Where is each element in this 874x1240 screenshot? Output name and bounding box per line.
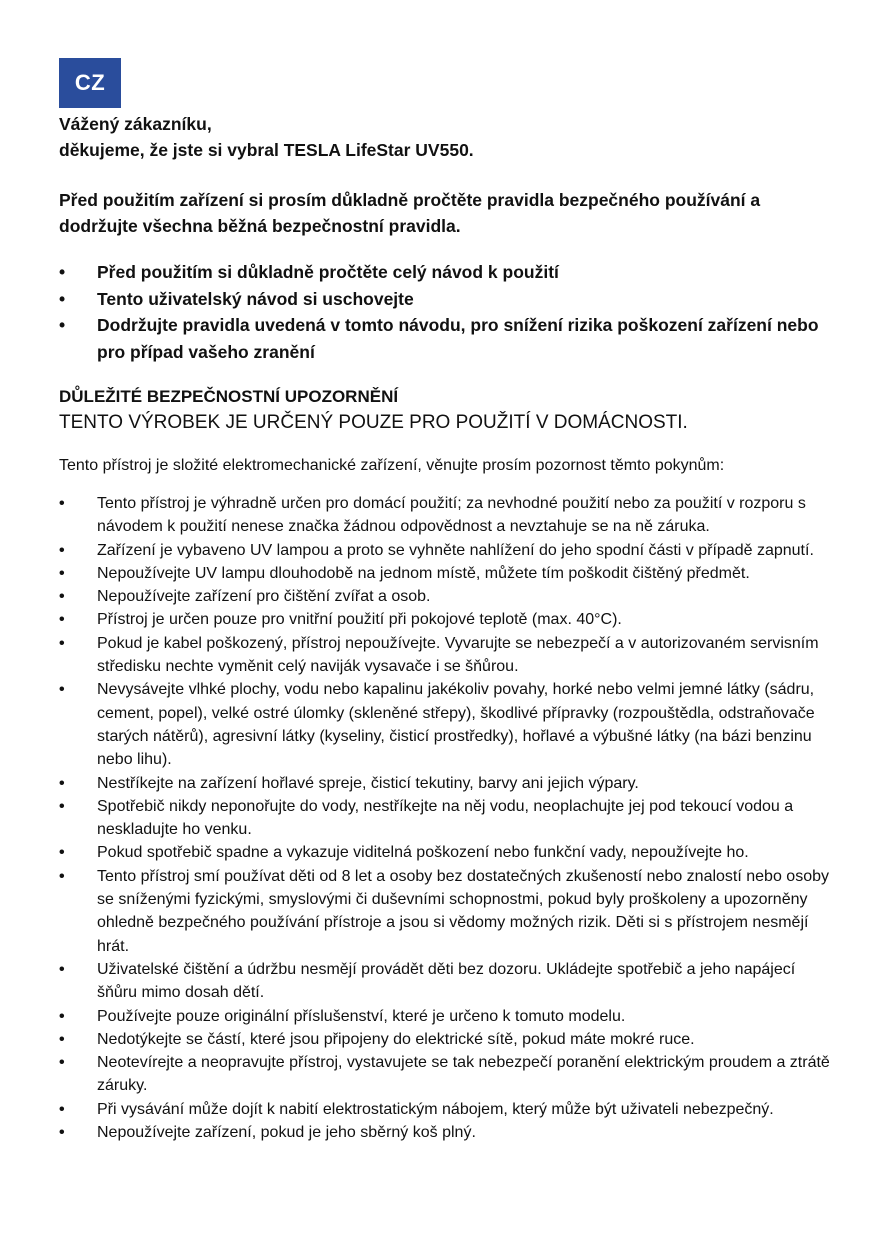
list-item: • Nepoužívejte UV lampu dlouhodobě na jednom místě, můžete tím poškodit čištěný předmět.: [59, 562, 839, 585]
greeting-salutation: Vážený zákazníku,: [59, 114, 212, 134]
list-item: • Uživatelské čištění a údržbu nesmějí provádět děti bez dozoru. Ukládejte spotřebič a jeho napájecí šňůru mimo dosah dětí.: [59, 958, 839, 1005]
list-item: • Pokud spotřebič spadne a vykazuje viditelná poškození nebo funkční vady, nepoužívejte ho.: [59, 841, 839, 864]
list-item: • Před použitím si důkladně pročtěte celý návod k použití: [59, 259, 839, 286]
safety-lead: Tento přístroj je složité elektromechanické zařízení, věnujte prosím pozornost těmto pokynům:: [59, 457, 725, 474]
household-use-notice: TENTO VÝROBEK JE URČENÝ POUZE PRO POUŽITÍ V DOMÁCNOSTI.: [59, 412, 688, 433]
list-item: • Tento přístroj je výhradně určen pro domácí použití; za nevhodné použití nebo za použití v rozporu s návodem k použití nenese značka žádnou odpovědnost a nevztahuje se na ně záruka.: [59, 492, 839, 539]
list-item: • Tento přístroj smí používat děti od 8 let a osoby bez dostatečných zkušeností nebo znalostí nebo osoby se sníženými fyzickými, smyslovými či duševními schopnostmi, pokud byly proškoleny a upozorněny ohledně bezpečného používání přístroje a jsou si vědomy možných rizik. Děti si s přístrojem nesmějí hrát.: [59, 865, 839, 958]
intro-paragraph: Před použitím zařízení si prosím důkladně pročtěte pravidla bezpečného používání a dodržujte všechna běžná bezpečnostní pravidla.: [59, 190, 761, 236]
list-item: • Spotřebič nikdy neponořujte do vody, nestříkejte na něj vodu, neoplachujte jej pod tekoucí vodou a neskladujte ho venku.: [59, 795, 839, 842]
greeting: [59, 111, 474, 163]
safety-heading: DŮLEŽITÉ BEZPEČNOSTNÍ UPOZORNĚNÍ: [59, 387, 399, 406]
list-item: • Neotevírejte a neopravujte přístroj, vystavujete se tak nebezpečí poranění elektrickým proudem a ztrátě záruky.: [59, 1051, 839, 1098]
list-item: • Pokud je kabel poškozený, přístroj nepoužívejte. Vyvarujte se nebezpečí a v autorizovaném servisním středisku nechte vyměnit celý naviják vysavače i se šňůrou.: [59, 632, 839, 679]
list-item: • Nestříkejte na zařízení hořlavé spreje, čisticí tekutiny, barvy ani jejich výpary.: [59, 772, 839, 795]
greeting-thanks: děkujeme, že jste si vybral TESLA LifeStar UV550.: [59, 140, 474, 160]
list-item: • Používejte pouze originální příslušenství, které je určeno k tomuto modelu.: [59, 1005, 839, 1028]
list-item: • Přístroj je určen pouze pro vnitřní použití při pokojové teplotě (max. 40°C).: [59, 608, 839, 631]
list-item: • Nepoužívejte zařízení, pokud je jeho sběrný koš plný.: [59, 1121, 839, 1144]
list-item: • Nepoužívejte zařízení pro čištění zvířat a osob.: [59, 585, 839, 608]
list-item: • Nedotýkejte se částí, které jsou připojeny do elektrické sítě, pokud máte mokré ruce.: [59, 1028, 839, 1051]
list-item: • Nevysávejte vlhké plochy, vodu nebo kapalinu jakékoliv povahy, horké nebo velmi jemné látky (sádru, cement, popel), velké ostré úlomky (skleněné střepy), škodlivé přípravky (rozpouštědla, odstraňovače starých nátěrů), agresivní látky (kyseliny, čisticí prostředky), hořlavé a výbušné látky (na bázi benzinu nebo lihu).: [59, 678, 839, 771]
list-item: • Dodržujte pravidla uvedená v tomto návodu, pro snížení rizika poškození zařízení nebo pro případ vašeho zranění: [59, 312, 839, 365]
list-item: • Při vysávání může dojít k nabití elektrostatickým nábojem, který může být uživateli nebezpečný.: [59, 1098, 839, 1121]
safety-instructions-list: [59, 492, 839, 1144]
language-badge: CZ: [59, 58, 121, 108]
list-item: • Tento uživatelský návod si uschovejte: [59, 286, 839, 313]
key-instructions-list: [59, 259, 839, 365]
list-item: • Zařízení je vybaveno UV lampou a proto se vyhněte nahlížení do jeho spodní části v případě zapnutí.: [59, 539, 839, 562]
